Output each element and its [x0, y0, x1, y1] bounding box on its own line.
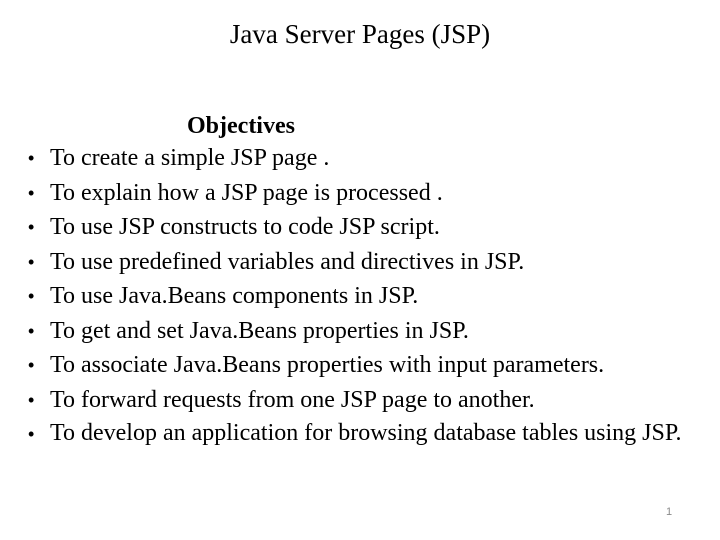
- objectives-list: [0, 142, 720, 453]
- list-item-text: To use predefined variables and directives in JSP.: [50, 248, 525, 275]
- list-item: [0, 349, 720, 384]
- list-item-text: To forward requests from one JSP page to another.: [50, 386, 535, 413]
- list-item: [0, 280, 720, 315]
- bullet-icon: •: [28, 389, 35, 410]
- slide-title: Java Server Pages (JSP): [229, 19, 491, 49]
- bullet-icon: •: [28, 424, 35, 444]
- bullet-icon: •: [28, 320, 35, 341]
- list-item: [0, 315, 720, 350]
- list-item: [0, 142, 720, 177]
- bullet-icon: •: [28, 148, 35, 168]
- page-number: 1: [666, 506, 673, 518]
- list-item: [0, 384, 720, 419]
- bullet-icon: •: [28, 355, 35, 375]
- list-item: [0, 418, 720, 453]
- bullet-icon: •: [28, 217, 35, 237]
- list-item: [0, 177, 720, 212]
- list-item-text: To explain how a JSP page is processed .: [50, 179, 443, 206]
- bullet-icon: •: [28, 182, 35, 203]
- list-item: [0, 211, 720, 246]
- bullet-icon: •: [28, 251, 35, 272]
- list-item: [0, 246, 720, 281]
- list-item-text: To associate Java.Beans properties with input parameters.: [50, 352, 605, 378]
- list-item-text: To develop an application for browsing database tables using JSP.: [50, 420, 682, 446]
- list-item-text: To use JSP constructs to code JSP script.: [50, 214, 440, 240]
- bullet-icon: •: [28, 286, 35, 306]
- slide-subtitle: Objectives: [187, 113, 295, 139]
- list-item-text: To use Java.Beans components in JSP.: [50, 283, 419, 309]
- list-item-text: To create a simple JSP page .: [50, 145, 330, 171]
- list-item-text: To get and set Java.Beans properties in JSP.: [50, 317, 469, 344]
